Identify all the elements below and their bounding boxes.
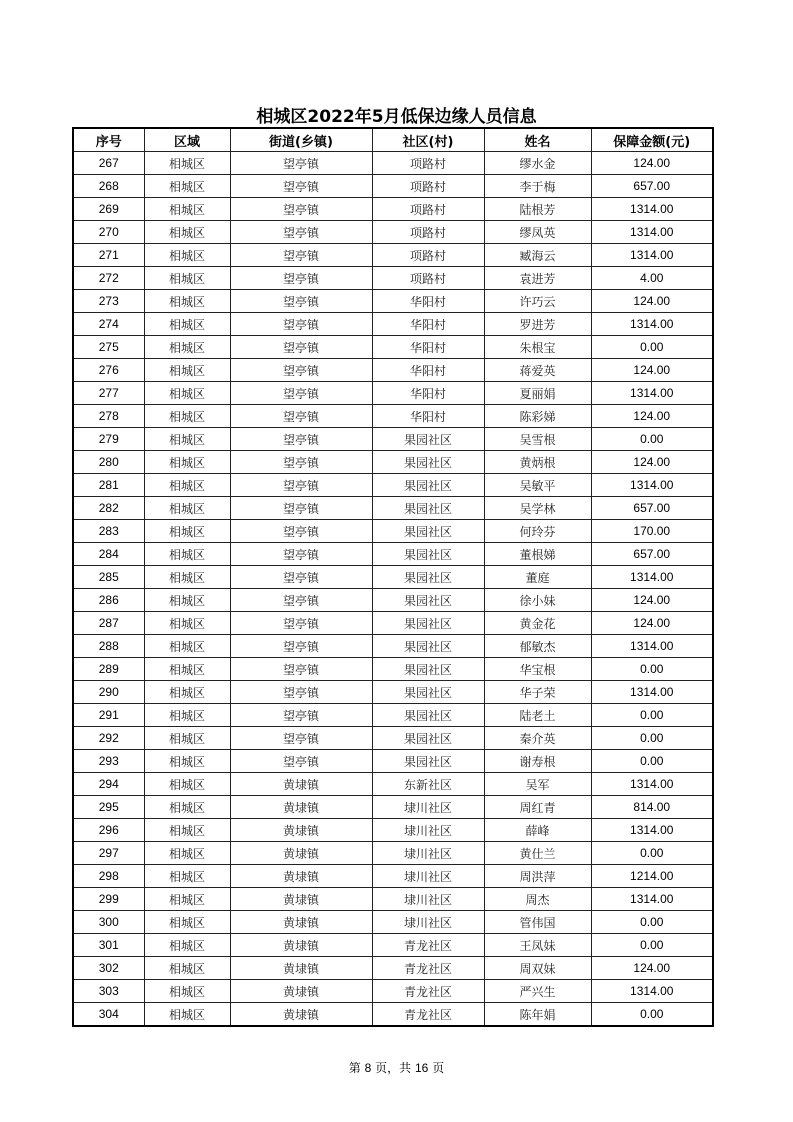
table-row [73,1003,713,1027]
cell-name: 袁进芳 [484,267,591,290]
header-community: 社区(村) [372,128,484,152]
table-header-row [73,128,713,152]
cell-town: 望亭镇 [230,589,372,612]
cell-district: 相城区 [144,612,230,635]
cell-index: 283 [73,520,144,543]
cell-town: 望亭镇 [230,543,372,566]
table-row [73,221,713,244]
cell-name: 郁敏杰 [484,635,591,658]
cell-index: 295 [73,796,144,819]
table-row [73,934,713,957]
cell-index: 301 [73,934,144,957]
cell-amount: 0.00 [591,336,713,359]
cell-index: 280 [73,451,144,474]
cell-district: 相城区 [144,658,230,681]
cell-name: 董根娣 [484,543,591,566]
cell-index: 277 [73,382,144,405]
cell-district: 相城区 [144,865,230,888]
cell-index: 279 [73,428,144,451]
cell-town: 黄埭镇 [230,1003,372,1027]
cell-community: 项路村 [372,267,484,290]
cell-name: 夏丽娟 [484,382,591,405]
cell-amount: 0.00 [591,727,713,750]
cell-district: 相城区 [144,819,230,842]
cell-amount: 1314.00 [591,221,713,244]
cell-town: 黄埭镇 [230,888,372,911]
cell-district: 相城区 [144,520,230,543]
cell-name: 管伟国 [484,911,591,934]
cell-name: 黄仕兰 [484,842,591,865]
cell-community: 果园社区 [372,428,484,451]
cell-index: 284 [73,543,144,566]
cell-town: 望亭镇 [230,451,372,474]
cell-index: 300 [73,911,144,934]
cell-index: 281 [73,474,144,497]
cell-amount: 1314.00 [591,566,713,589]
cell-community: 果园社区 [372,474,484,497]
table-body [73,152,713,1027]
cell-index: 269 [73,198,144,221]
cell-district: 相城区 [144,244,230,267]
cell-name: 黄炳根 [484,451,591,474]
document-title: 相城区2022年5月低保边缘人员信息 [256,107,537,127]
cell-community: 青龙社区 [372,1003,484,1027]
cell-amount: 124.00 [591,359,713,382]
cell-community: 果园社区 [372,451,484,474]
cell-name: 许巧云 [484,290,591,313]
header-name: 姓名 [484,128,591,152]
cell-index: 287 [73,612,144,635]
cell-town: 黄埭镇 [230,911,372,934]
cell-amount: 0.00 [591,842,713,865]
cell-index: 289 [73,658,144,681]
table-row [73,313,713,336]
cell-town: 望亭镇 [230,750,372,773]
cell-name: 吴雪根 [484,428,591,451]
cell-district: 相城区 [144,980,230,1003]
cell-amount: 124.00 [591,957,713,980]
cell-index: 302 [73,957,144,980]
cell-amount: 0.00 [591,658,713,681]
table-row [73,911,713,934]
cell-district: 相城区 [144,1003,230,1027]
cell-district: 相城区 [144,888,230,911]
cell-amount: 0.00 [591,911,713,934]
cell-district: 相城区 [144,382,230,405]
cell-name: 周洪萍 [484,865,591,888]
cell-district: 相城区 [144,796,230,819]
table-row [73,658,713,681]
cell-town: 望亭镇 [230,405,372,428]
cell-index: 293 [73,750,144,773]
cell-name: 吴敏平 [484,474,591,497]
cell-index: 294 [73,773,144,796]
cell-town: 望亭镇 [230,566,372,589]
cell-index: 292 [73,727,144,750]
cell-town: 望亭镇 [230,336,372,359]
cell-community: 果园社区 [372,520,484,543]
cell-amount: 124.00 [591,290,713,313]
cell-index: 303 [73,980,144,1003]
table-row [73,267,713,290]
cell-index: 286 [73,589,144,612]
cell-amount: 1214.00 [591,865,713,888]
table-row [73,980,713,1003]
table-row [73,819,713,842]
cell-name: 周双妹 [484,957,591,980]
cell-community: 埭川社区 [372,865,484,888]
cell-amount: 1314.00 [591,635,713,658]
cell-community: 东新社区 [372,773,484,796]
table-row [73,198,713,221]
table-row [73,359,713,382]
cell-amount: 170.00 [591,520,713,543]
cell-amount: 0.00 [591,750,713,773]
cell-amount: 657.00 [591,497,713,520]
cell-amount: 1314.00 [591,773,713,796]
cell-district: 相城区 [144,451,230,474]
cell-amount: 1314.00 [591,382,713,405]
cell-community: 项路村 [372,221,484,244]
cell-index: 276 [73,359,144,382]
cell-name: 陈彩娣 [484,405,591,428]
table-row [73,244,713,267]
table-row [73,175,713,198]
header-district: 区域 [144,128,230,152]
table-row [73,773,713,796]
cell-town: 望亭镇 [230,681,372,704]
table-row [73,681,713,704]
cell-district: 相城区 [144,543,230,566]
cell-district: 相城区 [144,635,230,658]
cell-amount: 124.00 [591,612,713,635]
cell-community: 青龙社区 [372,980,484,1003]
cell-community: 果园社区 [372,497,484,520]
cell-name: 薛峰 [484,819,591,842]
cell-town: 黄埭镇 [230,796,372,819]
table-row [73,474,713,497]
cell-index: 273 [73,290,144,313]
cell-district: 相城区 [144,911,230,934]
cell-index: 296 [73,819,144,842]
cell-index: 267 [73,152,144,175]
table-row [73,382,713,405]
footer-prefix: 第 [348,1061,361,1075]
footer-page-number: 8 [364,1061,372,1075]
cell-name: 吴学林 [484,497,591,520]
cell-name: 陆老土 [484,704,591,727]
cell-index: 278 [73,405,144,428]
footer-suffix: 页 [432,1061,445,1075]
cell-index: 274 [73,313,144,336]
cell-district: 相城区 [144,175,230,198]
cell-amount: 0.00 [591,704,713,727]
cell-community: 华阳村 [372,405,484,428]
table-row [73,635,713,658]
cell-index: 299 [73,888,144,911]
cell-amount: 0.00 [591,428,713,451]
cell-name: 陈年娟 [484,1003,591,1027]
cell-name: 董庭 [484,566,591,589]
cell-district: 相城区 [144,750,230,773]
cell-amount: 814.00 [591,796,713,819]
cell-amount: 1314.00 [591,980,713,1003]
cell-district: 相城区 [144,681,230,704]
table-row [73,566,713,589]
cell-amount: 124.00 [591,589,713,612]
cell-district: 相城区 [144,704,230,727]
cell-town: 望亭镇 [230,359,372,382]
cell-community: 埭川社区 [372,819,484,842]
table-row [73,405,713,428]
table-row [73,290,713,313]
cell-name: 陆根芳 [484,198,591,221]
cell-town: 黄埭镇 [230,842,372,865]
table-row [73,704,713,727]
cell-amount: 4.00 [591,267,713,290]
cell-district: 相城区 [144,267,230,290]
table-row [73,865,713,888]
cell-amount: 1314.00 [591,244,713,267]
cell-town: 黄埭镇 [230,957,372,980]
cell-district: 相城区 [144,589,230,612]
cell-town: 望亭镇 [230,635,372,658]
cell-town: 黄埭镇 [230,819,372,842]
cell-community: 果园社区 [372,612,484,635]
cell-town: 望亭镇 [230,290,372,313]
table-row [73,750,713,773]
cell-town: 黄埭镇 [230,934,372,957]
table-row [73,428,713,451]
cell-name: 何玲芬 [484,520,591,543]
cell-community: 项路村 [372,175,484,198]
cell-town: 望亭镇 [230,474,372,497]
cell-district: 相城区 [144,842,230,865]
cell-name: 王凤妹 [484,934,591,957]
cell-amount: 1314.00 [591,888,713,911]
cell-index: 282 [73,497,144,520]
cell-name: 黄金花 [484,612,591,635]
cell-index: 290 [73,681,144,704]
cell-community: 华阳村 [372,313,484,336]
cell-town: 黄埭镇 [230,773,372,796]
cell-index: 304 [73,1003,144,1027]
table-row [73,543,713,566]
cell-town: 望亭镇 [230,658,372,681]
cell-index: 270 [73,221,144,244]
cell-name: 吴军 [484,773,591,796]
cell-community: 华阳村 [372,382,484,405]
cell-town: 望亭镇 [230,727,372,750]
cell-community: 华阳村 [372,359,484,382]
table-row [73,957,713,980]
cell-amount: 657.00 [591,175,713,198]
cell-community: 青龙社区 [372,934,484,957]
cell-community: 果园社区 [372,704,484,727]
table-row [73,451,713,474]
cell-district: 相城区 [144,428,230,451]
cell-community: 华阳村 [372,336,484,359]
cell-amount: 1314.00 [591,819,713,842]
cell-town: 望亭镇 [230,520,372,543]
cell-name: 周杰 [484,888,591,911]
cell-community: 果园社区 [372,635,484,658]
cell-town: 望亭镇 [230,612,372,635]
cell-community: 果园社区 [372,589,484,612]
cell-town: 望亭镇 [230,152,372,175]
cell-amount: 1314.00 [591,474,713,497]
table-row [73,336,713,359]
header-town: 街道(乡镇) [230,128,372,152]
cell-town: 望亭镇 [230,267,372,290]
cell-index: 268 [73,175,144,198]
table-row [73,152,713,175]
cell-name: 蒋爱英 [484,359,591,382]
table-row [73,888,713,911]
cell-amount: 1314.00 [591,313,713,336]
cell-district: 相城区 [144,566,230,589]
cell-name: 朱根宝 [484,336,591,359]
cell-name: 李于梅 [484,175,591,198]
table-row [73,497,713,520]
cell-index: 297 [73,842,144,865]
cell-community: 果园社区 [372,681,484,704]
cell-name: 罗进芳 [484,313,591,336]
cell-district: 相城区 [144,221,230,244]
cell-community: 果园社区 [372,727,484,750]
cell-index: 298 [73,865,144,888]
cell-name: 缪凤英 [484,221,591,244]
cell-community: 项路村 [372,152,484,175]
footer-mid: 页，共 [375,1061,412,1075]
cell-district: 相城区 [144,773,230,796]
cell-index: 271 [73,244,144,267]
cell-town: 望亭镇 [230,428,372,451]
cell-name: 缪水金 [484,152,591,175]
cell-index: 291 [73,704,144,727]
header-index: 序号 [73,128,144,152]
cell-district: 相城区 [144,497,230,520]
cell-town: 望亭镇 [230,704,372,727]
cell-community: 埭川社区 [372,796,484,819]
cell-amount: 1314.00 [591,681,713,704]
cell-town: 望亭镇 [230,382,372,405]
cell-name: 臧海云 [484,244,591,267]
footer-total-pages: 16 [415,1061,429,1075]
cell-district: 相城区 [144,405,230,428]
cell-community: 项路村 [372,244,484,267]
cell-town: 望亭镇 [230,497,372,520]
cell-town: 望亭镇 [230,313,372,336]
cell-name: 华宝根 [484,658,591,681]
cell-index: 288 [73,635,144,658]
cell-community: 果园社区 [372,750,484,773]
cell-community: 项路村 [372,198,484,221]
cell-community: 果园社区 [372,658,484,681]
cell-town: 望亭镇 [230,221,372,244]
cell-index: 285 [73,566,144,589]
cell-name: 秦介英 [484,727,591,750]
cell-town: 望亭镇 [230,244,372,267]
cell-district: 相城区 [144,198,230,221]
cell-district: 相城区 [144,727,230,750]
cell-amount: 0.00 [591,934,713,957]
cell-district: 相城区 [144,957,230,980]
cell-town: 黄埭镇 [230,865,372,888]
cell-amount: 657.00 [591,543,713,566]
cell-district: 相城区 [144,152,230,175]
table-row [73,589,713,612]
cell-district: 相城区 [144,290,230,313]
cell-district: 相城区 [144,359,230,382]
cell-name: 严兴生 [484,980,591,1003]
table-row [73,520,713,543]
cell-index: 272 [73,267,144,290]
cell-name: 徐小妹 [484,589,591,612]
cell-district: 相城区 [144,474,230,497]
cell-amount: 124.00 [591,451,713,474]
cell-amount: 1314.00 [591,198,713,221]
cell-community: 青龙社区 [372,957,484,980]
cell-community: 华阳村 [372,290,484,313]
table-row [73,842,713,865]
table-row [73,796,713,819]
cell-amount: 0.00 [591,1003,713,1027]
cell-town: 黄埭镇 [230,980,372,1003]
cell-name: 华子荣 [484,681,591,704]
cell-community: 埭川社区 [372,911,484,934]
cell-district: 相城区 [144,934,230,957]
header-amount: 保障金额(元) [591,128,713,152]
cell-community: 果园社区 [372,566,484,589]
cell-name: 谢寿根 [484,750,591,773]
cell-town: 望亭镇 [230,198,372,221]
cell-index: 275 [73,336,144,359]
table-row [73,727,713,750]
cell-name: 周红青 [484,796,591,819]
cell-community: 埭川社区 [372,842,484,865]
cell-community: 果园社区 [372,543,484,566]
cell-community: 埭川社区 [372,888,484,911]
page-footer [0,1059,793,1076]
cell-town: 望亭镇 [230,175,372,198]
cell-district: 相城区 [144,313,230,336]
table-row [73,612,713,635]
cell-amount: 124.00 [591,152,713,175]
cell-district: 相城区 [144,336,230,359]
cell-amount: 124.00 [591,405,713,428]
recipients-table [72,127,714,1027]
